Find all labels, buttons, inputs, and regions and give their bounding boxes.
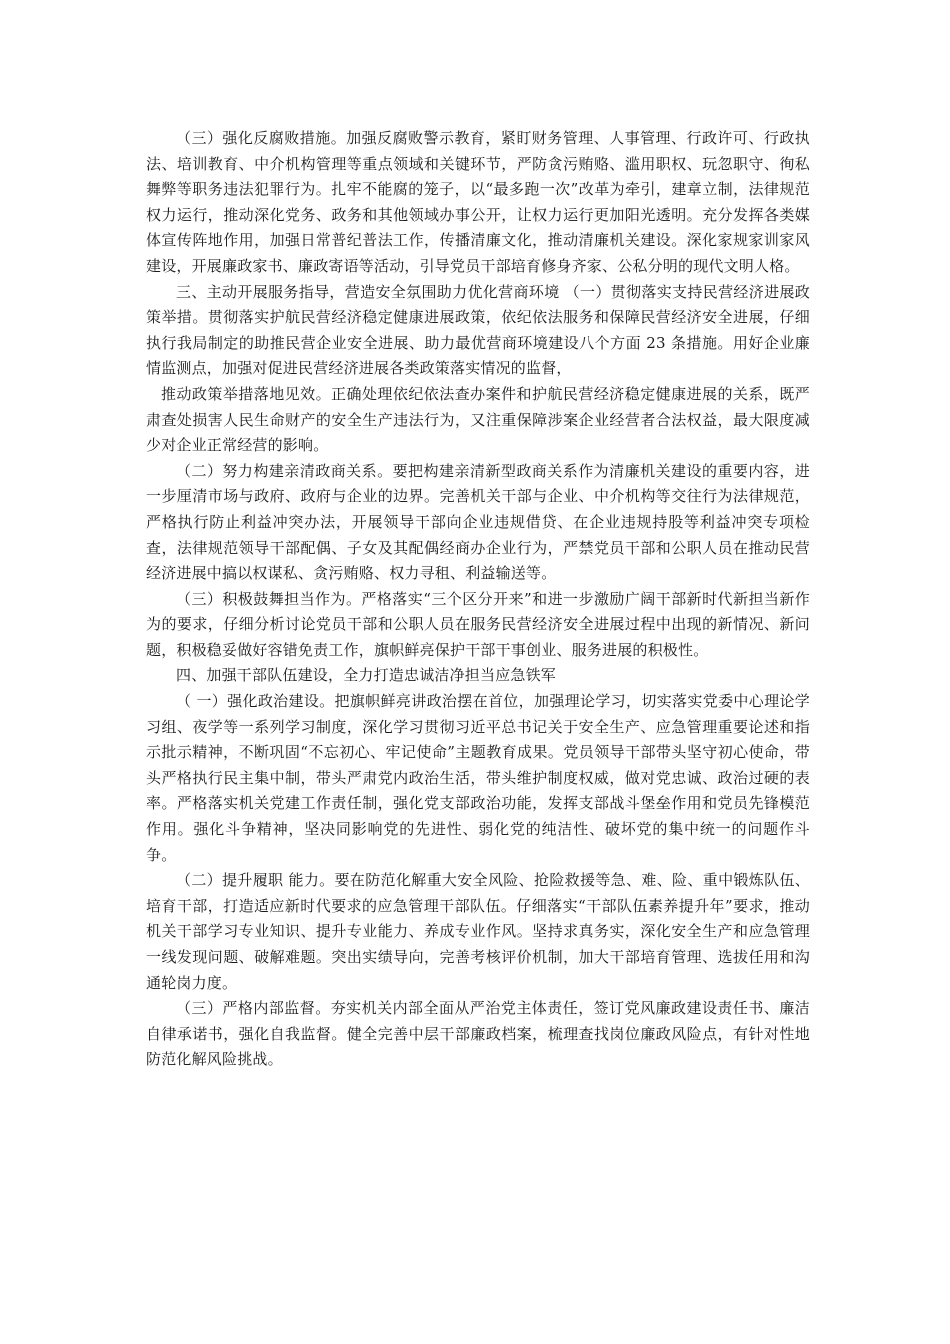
paragraph-policy-implementation: 推动政策举措落地见效。正确处理依纪依法查办案件和护航民营经济稳定健康进展的关系，既严肃查处损害人民生命财产的安全生产违法行为，又注重保障涉案企业经营者合法权益，最大限度减少对企业正常经营的影响。 (146, 384, 810, 455)
paragraph-government-business-relations: （二）努力构建亲清政商关系。要把构建亲清新型政商关系作为清廉机关建设的重要内容，进一步厘清市场与政府、政府与企业的边界。完善机关干部与企业、中介机构等交往行为法律规范，严格执行防止利益冲突办法，开展领导干部向企业违规借贷、在企业违规持股等利益冲突专项检查，法律规范领导干部配偶、子女及其配偶经商办企业行为，严禁党员干部和公职人员在推动民营经济进展中搞以权谋私、贪污贿赂、权力寻租、利益输送等。 (146, 461, 810, 583)
document-body (146, 126, 810, 1073)
paragraph-anti-corruption: （三）强化反腐败措施。加强反腐败警示教育，紧盯财务管理、人事管理、行政许可、行政执法、培训教育、中介机构管理等重点领域和关键环节，严防贪污贿赂、滥用职权、玩忽职守、徇私舞弊等职务违法犯罪行为。扎牢不能腐的笼子，以“最多跑一次”改革为牵引，建章立制，法律规范权力运行，推动深化党务、政务和其他领域办事公开，让权力运行更加阳光透明。充分发挥各类媒体宣传阵地作用，加强日常普纪普法工作，传播清廉文化，推动清廉机关建设。深化家规家训家风建设，开展廉政家书、廉政寄语等活动，引导党员干部培育修身齐家、公私分明的现代文明人格。 (146, 129, 810, 275)
paragraph-section-three: 三、主动开展服务指导，营造安全氛围助力优化营商环境 （一）贯彻落实支持民营经济进展政策举措。贯彻落实护航民营经济稳定健康进展政策，依纪依法服务和保障民营经济安全进展，仔细执行我局制定的助推民营企业安全进展、助力最优营商环境建设八个方面 23 条措施。用好企业廉情监测点，加强对促进民营经济进展各类政策落实情况的监督， (146, 282, 810, 378)
section-heading-four: 四、加强干部队伍建设，全力打造忠诚洁净担当应急铁军 (176, 666, 557, 685)
paragraph-encourage-responsibility: （三）积极鼓舞担当作为。严格落实“三个区分开来”和进一步激励广阔干部新时代新担当新作为的要求，仔细分析讨论党员干部和公职人员在服务民营经济安全进展过程中出现的新情况、新问题，积极稳妥做好容错免责工作，旗帜鲜亮保护干部干事创业、服务进展的积极性。 (146, 589, 810, 659)
paragraph-capability-improvement: （二）提升履职 能力。要在防范化解重大安全风险、抢险救援等急、难、险、重中锻炼队伍、培育干部，打造适应新时代要求的应急管理干部队伍。仔细落实“干部队伍素养提升年”要求，推动机关干部学习专业知识、提升专业能力、养成专业作风。坚持求真务实，深化安全生产和应急管理一线发现问题、破解难题。突出实绩导向，完善考核评价机制，加大干部培育管理、选拔任用和沟通轮岗力度。 (146, 871, 810, 992)
paragraph-political-construction: （ 一）强化政治建设。把旗帜鲜亮讲政治摆在首位，加强理论学习，切实落实党委中心理论学习组、夜学等一系列学习制度，深化学习贯彻习近平总书记关于安全生产、应急管理重要论述和指示批示精神，不断巩固“不忘初心、牢记使命”主题教育成果。党员领导干部带头坚守初心使命，带头严格执行民主集中制，带头严肃党内政治生活，带头维护制度权威，做对党忠诚、政治过硬的表率。严格落实机关党建工作责任制，强化党支部政治功能，发挥支部战斗堡垒作用和党员先锋模范作用。强化斗争精神，坚决同影响党的先进性、弱化党的纯洁性、破坏党的集中统一的问题作斗争。 (146, 692, 810, 864)
paragraph-internal-supervision: （三）严格内部监督。夯实机关内部全面从严治党主体责任，签订党风廉政建设责任书、廉洁自律承诺书，强化自我监督。健全完善中层干部廉政档案，梳理查找岗位廉政风险点，有针对性地防范化解风险挑战。 (146, 999, 810, 1069)
